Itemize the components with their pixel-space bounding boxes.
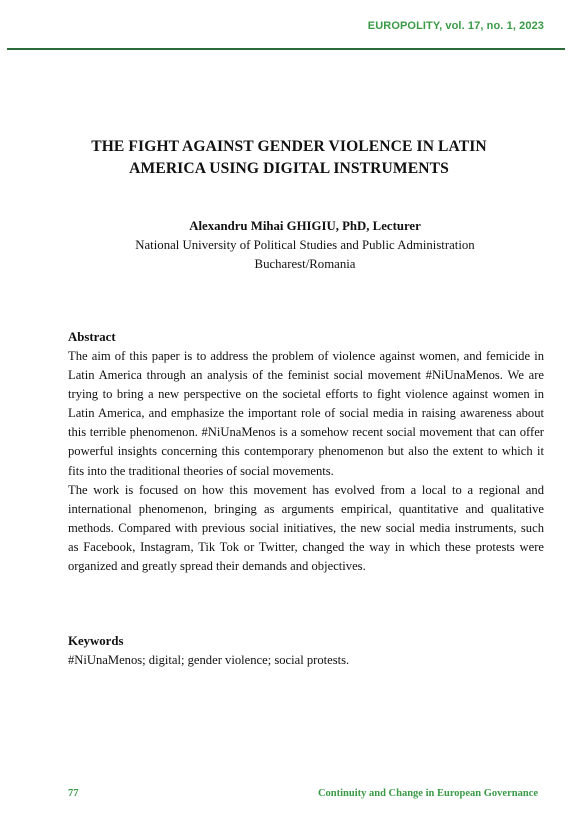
article-title-line-2: AMERICA USING DIGITAL INSTRUMENTS — [129, 160, 449, 177]
article-title-line-1: THE FIGHT AGAINST GENDER VIOLENCE IN LATIN — [91, 138, 487, 155]
abstract-section — [68, 328, 544, 576]
keywords-list: #NiUnaMenos; digital; gender violence; social protests. — [68, 653, 350, 667]
author-affiliation: National University of Political Studies and Public Administration — [135, 238, 475, 252]
abstract-heading: Abstract — [68, 330, 116, 344]
article-title — [40, 136, 538, 180]
abstract-paragraph-2: The work is focused on how this movement has evolved from a local to a regional and international phenomenon, bringing as arguments empirical, quantitative and qualitative methods. Compared with previous social initiatives, the new social media instruments, such as Facebook, Instagram, Tik Tok or Twitter, changed the way in which these protests were organized and greatly spread their demands and objectives. — [68, 482, 544, 574]
header-divider — [7, 48, 565, 50]
keywords-section — [68, 632, 544, 670]
page-number: 77 — [68, 788, 79, 799]
journal-header: EUROPOLITY, vol. 17, no. 1, 2023 — [367, 20, 544, 32]
author-block — [40, 217, 570, 274]
keywords-heading: Keywords — [68, 634, 124, 648]
author-name: Alexandru Mihai GHIGIU, PhD, Lecturer — [189, 219, 421, 233]
footer-title: Continuity and Change in European Governance — [317, 788, 538, 799]
author-location: Bucharest/Romania — [254, 257, 356, 271]
abstract-paragraph-1: The aim of this paper is to address the problem of violence against women, and femicide in Latin America through an analysis of the feminist social movement #NiUnaMenos. We are trying to bring a new perspective on the societal efforts to fight violence against women in Latin America, and emphasize the important role of social media in raising awareness about this terrible phenomenon. #NiUnaMenos is a somehow recent social movement that can offer powerful insights concerning this contemporary phenomenon but also the extent to which it fits into the traditional theories of social movements. — [68, 349, 544, 478]
